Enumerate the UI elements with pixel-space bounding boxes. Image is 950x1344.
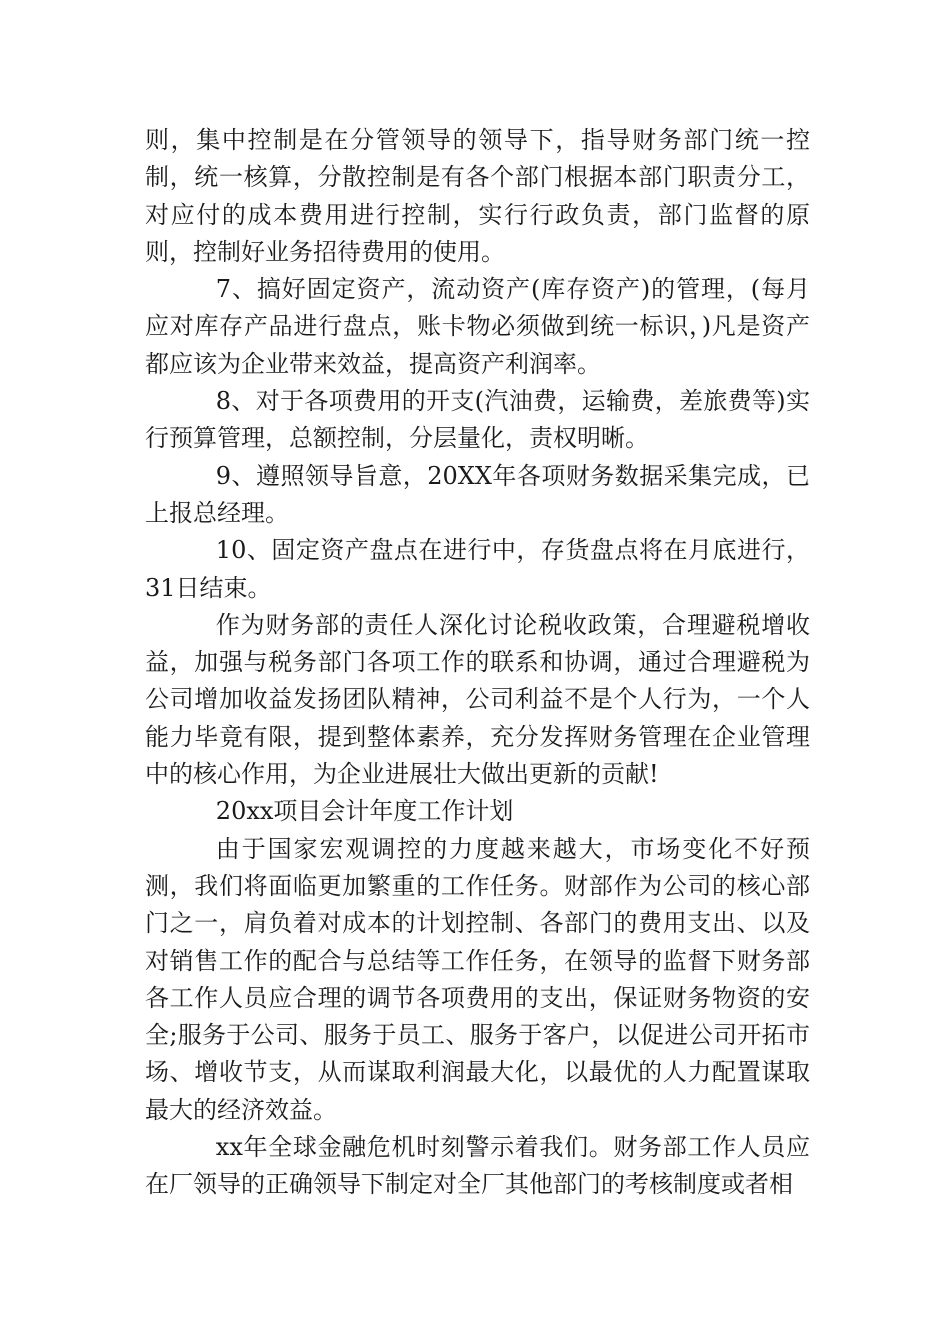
paragraph-item-10: 10、固定资产盘点在进行中，存货盘点将在月底进行，31日结束。: [145, 536, 810, 602]
paragraph-continued: 则，集中控制是在分管领导的领导下，指导财务部门统一控制，统一核算，分散控制是有各个部门根据本部门职责分工，对应付的成本费用进行控制，实行行政负责，部门监督的原则，控制好业务招待费用的使用。: [145, 126, 810, 266]
paragraph-item-8: 8、对于各项费用的开支(汽油费，运输费，差旅费等)实行预算管理，总额控制，分层量化，责权明晰。: [145, 387, 810, 453]
document-body: [145, 122, 810, 1204]
paragraph-crisis: xx年全球金融危机时刻警示着我们。财务部工作人员应在厂领导的正确领导下制定对全厂其他部门的考核制度或者相: [145, 1133, 810, 1199]
paragraph-item-7: 7、搞好固定资产，流动资产(库存资产)的管理，(每月应对库存产品进行盘点，账卡物必须做到统一标识，)凡是资产都应该为企业带来效益，提高资产利润率。: [145, 275, 810, 378]
paragraph-summary: 作为财务部的责任人深化讨论税收政策，合理避税增收益，加强与税务部门各项工作的联系和协调，通过合理避税为公司增加收益发扬团队精神，公司利益不是个人行为，一个人能力毕竟有限，提到整体素养，充分发挥财务管理在企业管理中的核心作用，为企业进展壮大做出更新的贡献!: [145, 610, 810, 789]
paragraph-item-9: 9、遵照领导旨意，20XX年各项财务数据采集完成，已上报总经理。: [145, 461, 810, 527]
paragraph-intro: 由于国家宏观调控的力度越来越大，市场变化不好预测，我们将面临更加繁重的工作任务。财部作为公司的核心部门之一，肩负着对成本的计划控制、各部门的费用支出、以及对销售工作的配合与总结等工作任务，在领导的监督下财务部各工作人员应合理的调节各项费用的支出，保证财务物资的安全;服务于公司、服务于员工、服务于客户，以促进公司开拓市场、增收节支，从而谋取利润最大化，以最优的人力配置谋取最大的经济效益。: [145, 834, 810, 1124]
section-title: 20xx项目会计年度工作计划: [215, 797, 514, 826]
